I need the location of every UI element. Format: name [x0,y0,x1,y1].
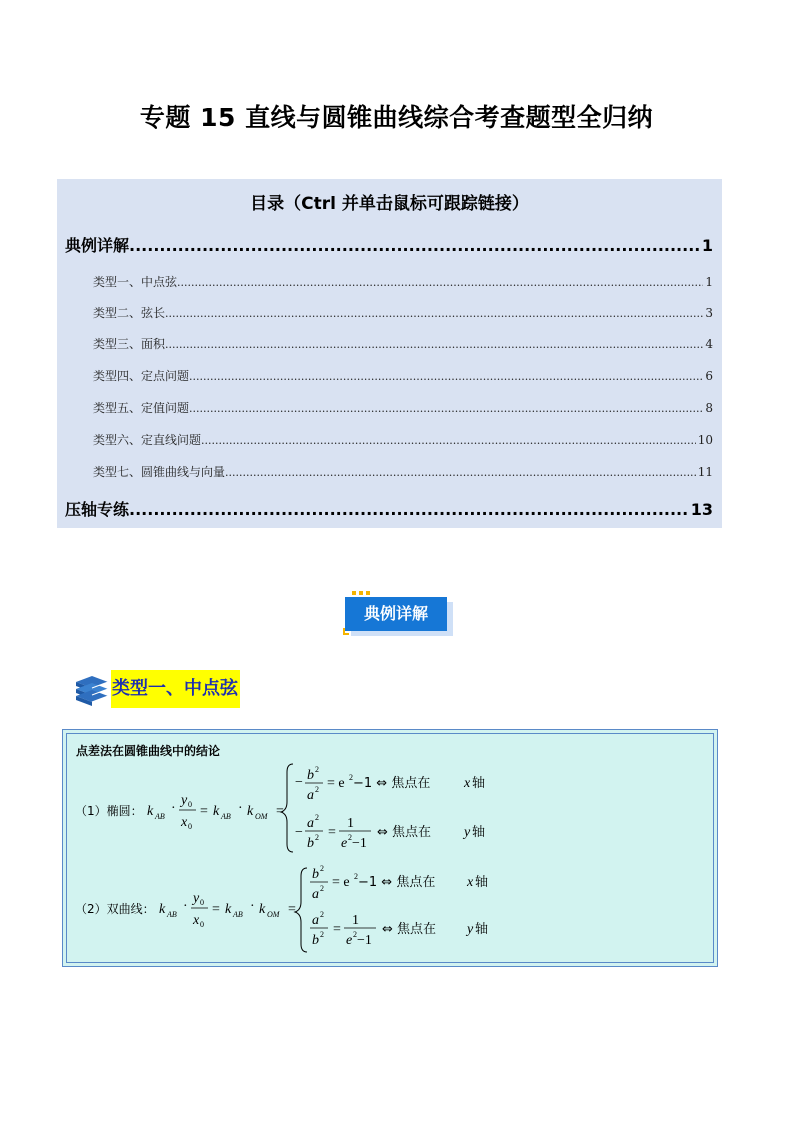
svg-text:k: k [225,902,232,917]
svg-text:=: = [200,804,208,819]
svg-text:y: y [467,922,474,937]
k-ab-subscript: AB [221,812,231,821]
svg-text:轴: 轴 [472,776,486,791]
svg-text:=: = [276,804,284,819]
y-axis-symbol: y [464,825,471,840]
x0-symbol: x [181,815,188,830]
svg-text:x: x [193,913,200,928]
svg-text:1: 1 [347,816,354,831]
svg-text:k: k [159,902,166,917]
toc-entry-final-practice[interactable] [65,497,713,520]
svg-text:y: y [193,891,200,906]
toc-entry-label: 类型五、定值问题 [93,401,190,415]
svg-text:2: 2 [315,813,319,822]
svg-text:=: = [333,922,341,937]
toc-entry-page: 10 [697,433,713,447]
section-title: 类型一、中点弦 [111,670,240,708]
toc-leader-dots [165,338,703,351]
svg-text:=: = [288,902,296,917]
table-of-contents [57,179,722,528]
e-expression: = e [327,776,345,791]
conclusion-box-title: 点差法在圆锥曲线中的结论 [76,744,221,758]
svg-text:·: · [238,801,243,816]
k-ab-symbol: k [147,804,154,819]
svg-text:k: k [259,902,266,917]
toc-leader-dots [165,307,703,320]
svg-text:=: = [212,902,220,917]
b-symbol: b [307,768,314,783]
books-stack-icon [74,674,110,708]
toc-leader-dots [189,370,703,383]
svg-text:AB: AB [233,910,243,919]
svg-text:2: 2 [320,910,324,919]
minus-sign: − [295,775,303,790]
k-ab-subscript: AB [155,812,165,821]
toc-entry-page: 8 [705,401,713,415]
svg-text:b: b [312,867,319,882]
toc-entry-label: 典例详解 [65,236,130,255]
minus-sign: − [295,825,303,840]
svg-text:·: · [171,801,176,816]
k-om-symbol: k [247,804,254,819]
toc-leader-dots [129,500,689,519]
toc-entry-typical-examples[interactable] [65,233,713,256]
svg-text:轴: 轴 [475,875,489,890]
toc-leader-dots [177,276,703,289]
toc-entry-type-5[interactable] [93,399,713,416]
toc-entry-type-4[interactable] [93,367,713,384]
toc-leader-dots [201,434,696,447]
hyperbola-label: （2）双曲线： [75,902,155,916]
toc-leader-dots [189,402,703,415]
svg-text:a: a [307,816,314,831]
toc-entry-label: 类型四、定点问题 [93,369,190,383]
svg-text:=: = [328,825,336,840]
x-axis-symbol: x [464,776,471,791]
svg-text:2: 2 [353,930,357,939]
toc-entry-page: 1 [701,236,713,255]
k-ab-symbol: k [213,804,220,819]
svg-text:2: 2 [349,773,353,782]
ellipse-label: （1）椭圆： [75,804,143,818]
badge-decoration-dots [352,591,374,595]
toc-entry-page: 6 [705,369,713,383]
svg-text:1: 1 [352,913,359,928]
svg-text:a: a [312,913,319,928]
toc-entry-page: 1 [705,275,713,289]
toc-entry-page: 4 [705,337,713,351]
toc-heading: 目录（Ctrl 并单击鼠标可跟踪链接） [250,194,529,214]
toc-leader-dots [129,236,700,255]
x0-subscript: 0 [188,822,192,831]
section-badge: 典例详解 [345,597,447,631]
svg-text:轴: 轴 [472,825,486,840]
svg-text:OM: OM [267,910,280,919]
svg-text:2: 2 [320,930,324,939]
formula-area [67,734,713,962]
svg-text:x: x [467,875,474,890]
toc-leader-dots [225,466,696,479]
svg-text:2: 2 [315,765,319,774]
svg-text:−1: −1 [357,933,372,948]
svg-text:2: 2 [315,785,319,794]
svg-text:轴: 轴 [475,922,489,937]
svg-text:a: a [312,887,319,902]
y0-subscript: 0 [188,800,192,809]
svg-text:−1 ⇔ 焦点在: −1 ⇔ 焦点在 [358,875,436,890]
svg-text:−1 ⇔ 焦点在: −1 ⇔ 焦点在 [353,776,431,791]
toc-entry-label: 类型三、面积 [93,337,166,351]
svg-text:e: e [346,933,353,948]
toc-entry-type-1[interactable] [93,273,713,290]
svg-text:0: 0 [200,920,204,929]
toc-entry-type-6[interactable] [93,431,713,448]
svg-text:2: 2 [348,833,352,842]
page-title: 专题 15 直线与圆锥曲线综合考查题型全归纳 [139,103,654,132]
badge-corner-mark [343,628,349,635]
svg-text:b: b [312,933,319,948]
svg-text:2: 2 [354,872,358,881]
toc-entry-page: 13 [690,500,713,519]
toc-entry-label: 类型六、定直线问题 [93,433,202,447]
svg-text:2: 2 [320,864,324,873]
toc-entry-label: 类型七、圆锥曲线与向量 [93,465,226,479]
toc-entry-page: 3 [705,306,713,320]
svg-text:·: · [183,899,188,914]
conclusion-box [62,729,718,967]
k-om-subscript: OM [255,812,268,821]
svg-text:−1: −1 [352,836,367,851]
a-symbol: a [307,788,314,803]
svg-text:⇔ 焦点在: ⇔ 焦点在 [382,922,437,937]
svg-text:e: e [341,836,348,851]
toc-entry-label: 类型一、中点弦 [93,275,178,289]
svg-text:2: 2 [320,884,324,893]
svg-text:2: 2 [315,833,319,842]
svg-text:b: b [307,836,314,851]
hyperbola-formula [75,864,488,952]
toc-entry-type-3[interactable] [93,335,713,352]
toc-entry-type-7[interactable] [93,463,713,480]
toc-entry-type-2[interactable] [93,304,713,321]
y0-symbol: y [181,793,188,808]
toc-entry-label: 类型二、弦长 [93,306,166,320]
svg-text:AB: AB [167,910,177,919]
toc-entry-page: 11 [697,465,713,479]
svg-text:= e: = e [332,875,350,890]
svg-text:·: · [250,899,255,914]
ellipse-formula [75,764,485,852]
svg-text:0: 0 [200,898,204,907]
toc-entry-label: 压轴专练 [65,500,130,519]
svg-text:⇔ 焦点在: ⇔ 焦点在 [377,825,432,840]
